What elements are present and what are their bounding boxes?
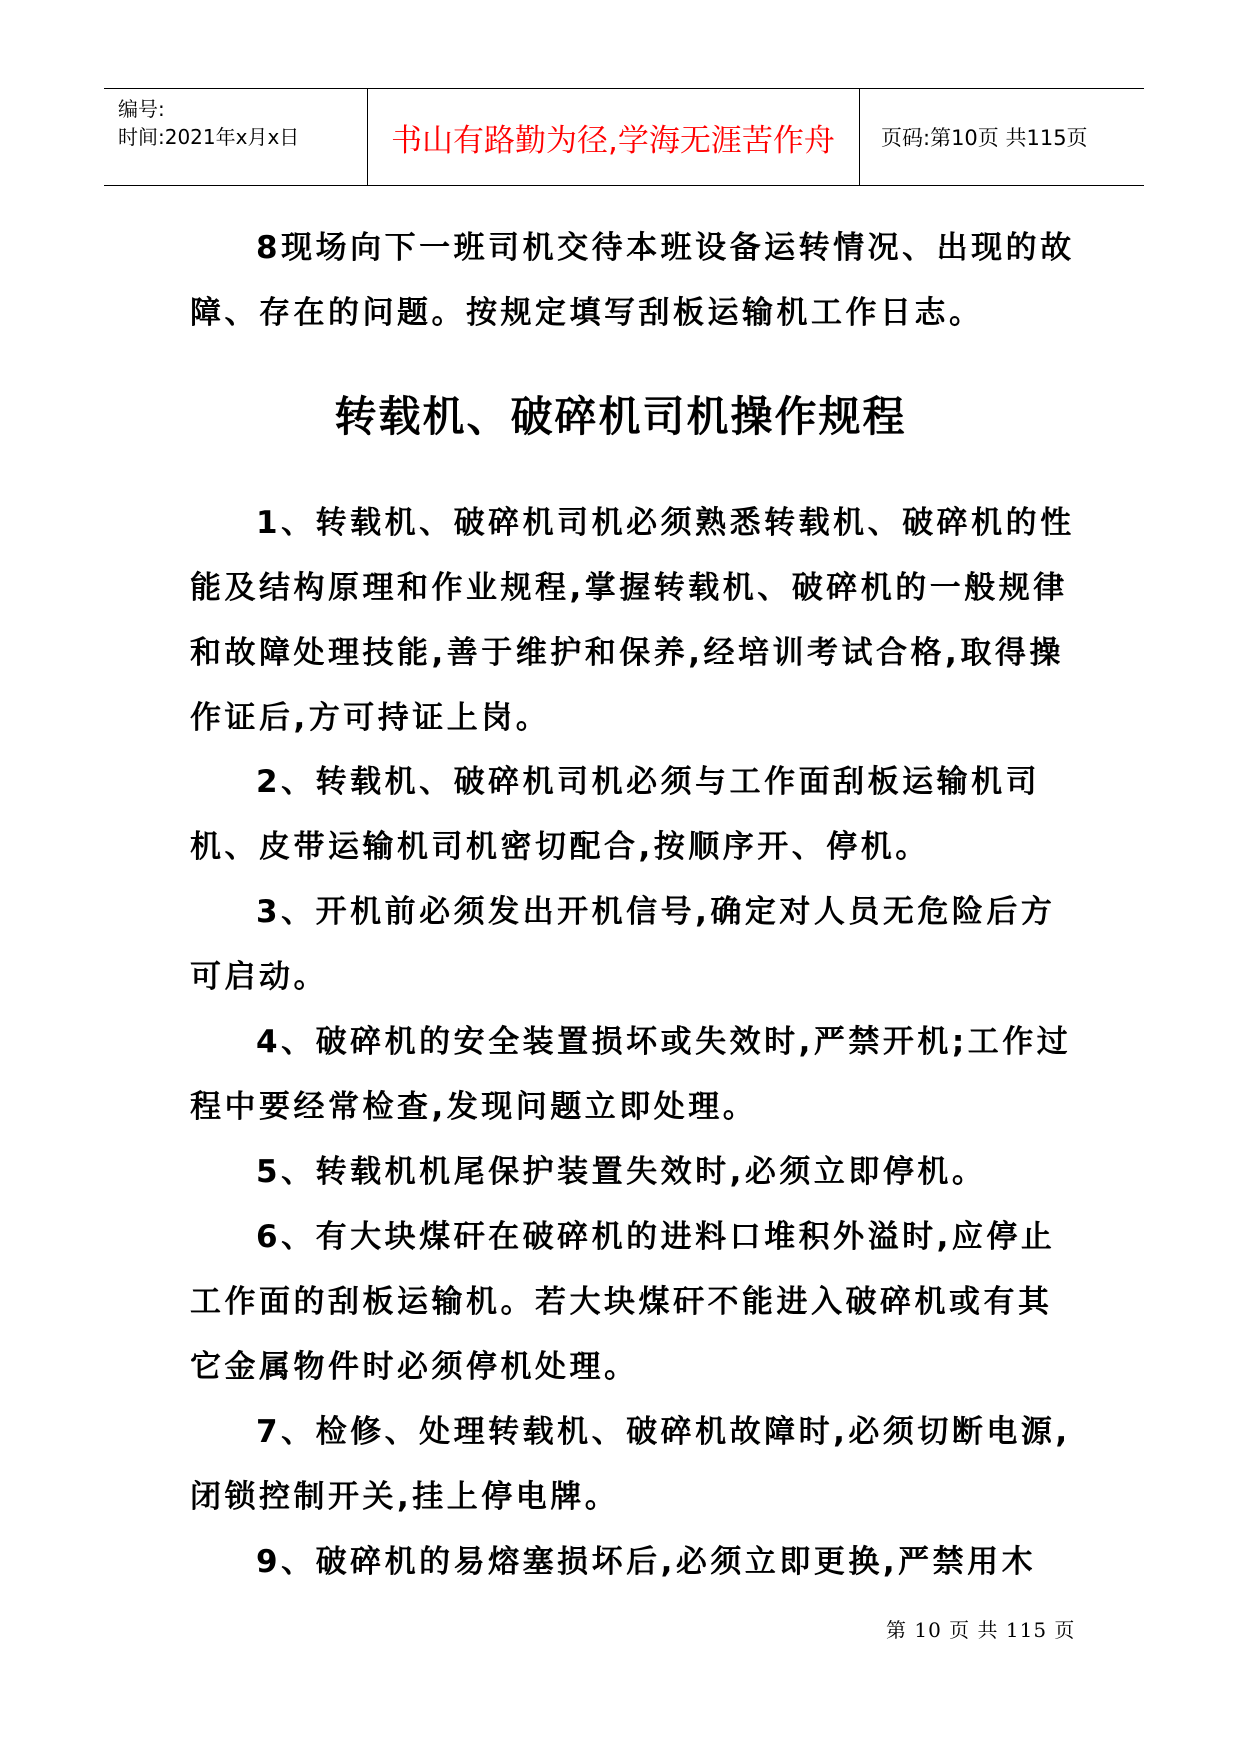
paragraph-2: 2、转载机、破碎机司机必须与工作面刮板运输机司机、皮带运输机司机密切配合,按顺序开、停机。 xyxy=(190,764,1041,865)
document-header xyxy=(104,88,1144,186)
header-divider xyxy=(859,89,860,185)
number-label: 编号: xyxy=(118,97,165,121)
paragraph-4: 4、破碎机的安全装置损坏或失效时,严禁开机;工作过程中要经常检查,发现问题立即处理。 xyxy=(190,1024,1072,1125)
paragraph-1: 1、转载机、破碎机司机必须熟悉转载机、破碎机的性能及结构原理和作业规程,掌握转载机、破碎机的一般规律和故障处理技能,善于维护和保养,经培训考试合格,取得操作证后,方可持证上岗。 xyxy=(190,505,1075,736)
header-motto: 书山有路勤为径,学海无涯苦作舟 xyxy=(391,122,835,159)
paragraph-7: 7、检修、处理转载机、破碎机故障时,必须切断电源,闭锁控制开关,挂上停电牌。 xyxy=(190,1414,1071,1515)
header-page-info: 页码:第10页 共115页 xyxy=(881,126,1088,150)
header-meta xyxy=(118,95,358,151)
section-title: 转载机、破碎机司机操作规程 xyxy=(334,392,907,441)
page-footer: 第 10 页 共 115 页 xyxy=(886,1618,1076,1642)
paragraph-9: 9、破碎机的易熔塞损坏后,必须立即更换,严禁用木 xyxy=(256,1544,1037,1580)
paragraph-3: 3、开机前必须发出开机信号,确定对人员无危险后方可启动。 xyxy=(190,894,1056,995)
intro-paragraph: 8现场向下一班司机交待本班设备运转情况、出现的故障、存在的问题。按规定填写刮板运输机工作日志。 xyxy=(190,230,1075,331)
paragraph-6: 6、有大块煤矸在破碎机的进料口堆积外溢时,应停止工作面的刮板运输机。若大块煤矸不能进入破碎机或有其它金属物件时必须停机处理。 xyxy=(190,1219,1056,1385)
paragraph-5: 5、转载机机尾保护装置失效时,必须立即停机。 xyxy=(256,1154,987,1190)
time-label: 时间:2021年x月x日 xyxy=(118,125,300,149)
